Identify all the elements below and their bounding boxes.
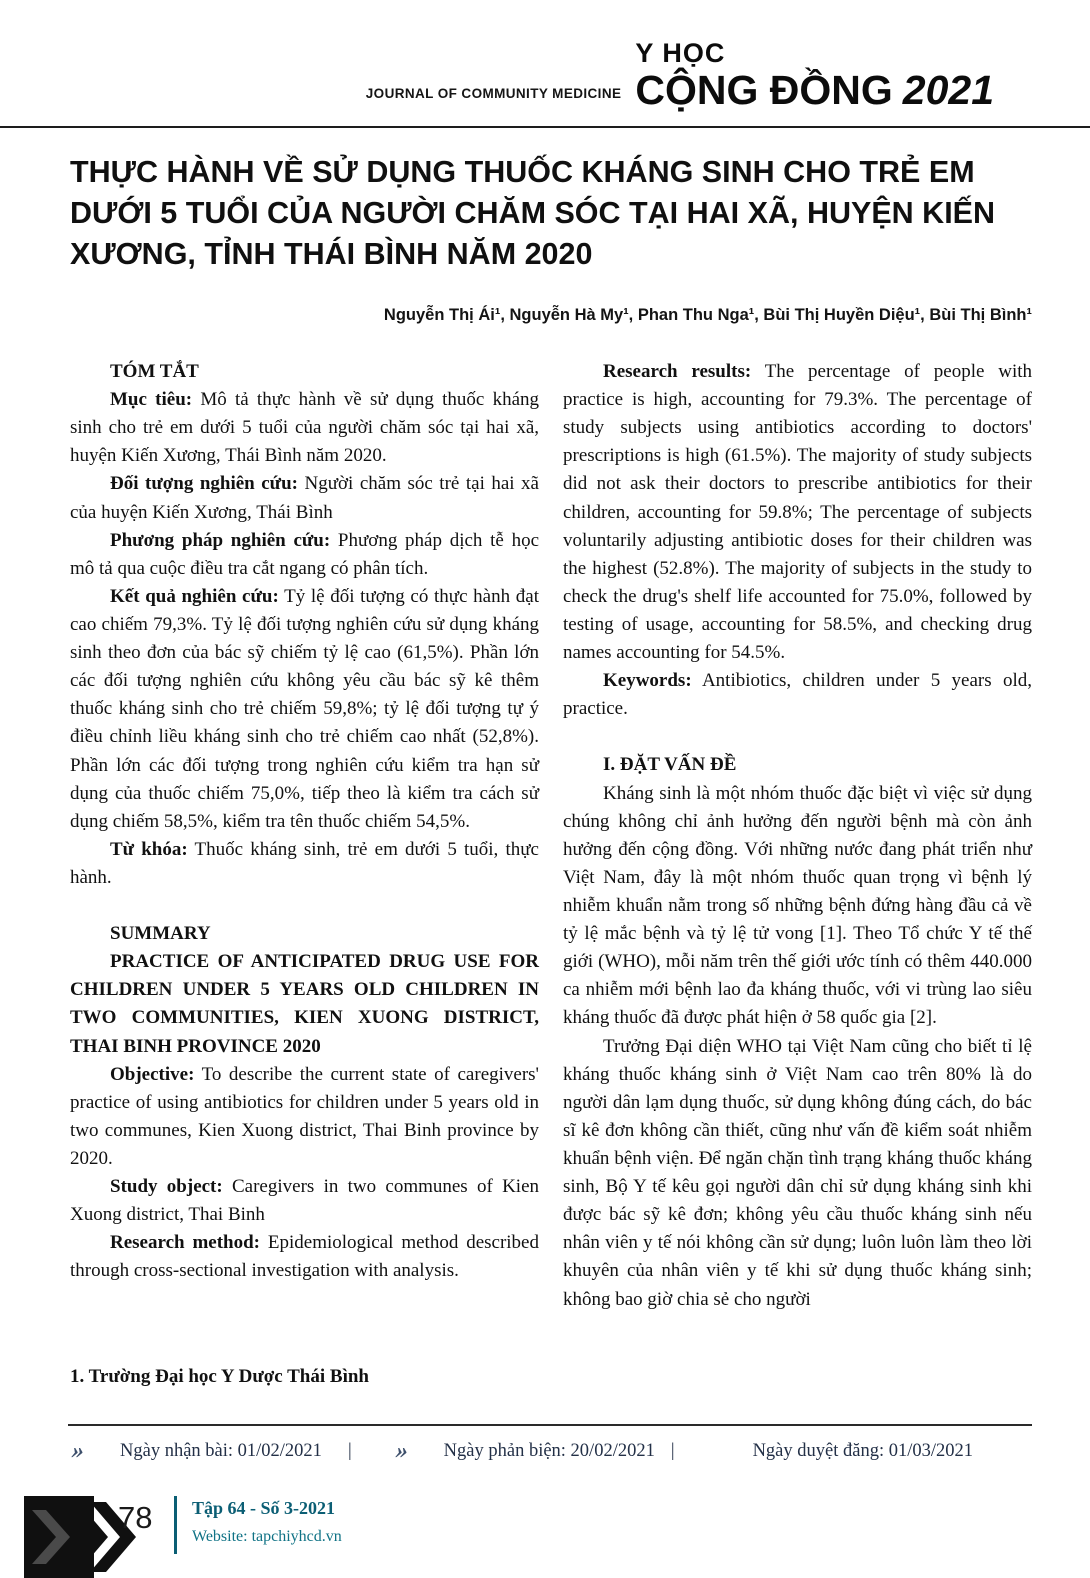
paragraph-label: Mục tiêu: — [110, 389, 193, 411]
date-approved: Ngày duyệt đăng: 01/03/2021 — [752, 1441, 973, 1461]
masthead — [366, 40, 994, 111]
abstract-paragraph-objective — [70, 386, 539, 470]
abstract-paragraph-results — [70, 583, 539, 836]
logo-year: 2021 — [902, 67, 994, 113]
abstract-paragraph-keywords — [70, 836, 539, 892]
page-number: 78 — [118, 1500, 153, 1535]
summary-paragraph-method — [70, 1229, 539, 1285]
paragraph-label: Study object: — [110, 1176, 223, 1198]
date-separator: | — [347, 1441, 352, 1461]
journal-logo — [635, 40, 994, 111]
paragraph-label: Kết quả nghiên cứu: — [110, 585, 279, 607]
paragraph-label: Objective: — [110, 1063, 195, 1085]
dates-row — [72, 1438, 1030, 1465]
summary-paragraph-results — [563, 358, 1032, 667]
date-received: Ngày nhận bài: 01/02/2021 — [120, 1441, 322, 1461]
date-separator: | — [670, 1441, 675, 1461]
summary-heading: SUMMARY — [110, 923, 211, 945]
logo-line-main: CỘNG ĐỒNG — [635, 67, 893, 113]
abstract-paragraph-method — [70, 527, 539, 583]
logo-line-top: Y HỌC — [635, 38, 726, 68]
introduction-paragraph: Trưởng Đại diện WHO tại Việt Nam cũng cho biết tỉ lệ kháng thuốc kháng sinh ở Việt Nam cao trên 80% là do người dân lạm dụng thuốc, sử dụng không đúng cách, do bác sĩ kê đơn không cần thiết, cũng như vấn đề kiểm soát nhiễm khuẩn bệnh viện. Để ngăn chặn tình trạng kháng thuốc kháng sinh, Bộ Y tế kêu gọi người dân chỉ sử dụng kháng sinh khi được bác sỹ kê đơn; không yêu cầu thuốc kháng sinh nếu nhân viên y tế nói không cần sử dụng; luôn luôn làm theo lời khuyên của nhân viên y tế khi sử dụng thuốc kháng sinh; không bao giờ chia sẻ cho người — [563, 1035, 1032, 1310]
paragraph-text: The percentage of people with practice is high, accounting for 79.3%. The percentage of study subjects using antibiotics according to doctors' prescriptions is high (61.5%). The majority of study subjects did not ask their doctors to prescribe antibiotics for their children, accounting for 59.8%; The percentage of subjects voluntarily adjusting antibiotic doses for their children was the highest (52.8%). The majority of subjects in the study to check the drug's shelf life accounted for 75.0%, followed by testing of usage, accounting for 58.5%, and checking drug names accounting for 54.5%. — [563, 361, 1032, 664]
paragraph-text: Thuốc kháng sinh, trẻ em dưới 5 tuổi, thực hành. — [70, 838, 539, 888]
summary-paragraph-objective — [70, 1061, 539, 1173]
abstract-heading: TÓM TẮT — [110, 361, 199, 382]
volume-issue-label: Tập 64 - Số 3-2021 — [192, 1498, 336, 1518]
paragraph-label: Từ khóa: — [110, 838, 188, 860]
introduction-paragraph: Kháng sinh là một nhóm thuốc đặc biệt vì việc sử dụng chúng không chỉ ảnh hưởng đến người bệnh mà còn ảnh hưởng đến cộng đồng. Với những nước đang phát triển như Việt Nam, đây là một nhóm thuốc quan trọng vì bệnh lý nhiễm khuẩn nằm trong số những bệnh đứng hàng đầu cả về tỷ lệ mắc bệnh và tỷ lệ tử vong [1]. Theo Tổ chức Y tế thế giới (WHO), mỗi năm trên thế giới ước tính có thêm 440.000 ca nhiễm mới bệnh lao đa kháng thuốc, với vi trùng lao siêu kháng thuốc đã được phát hiện ở 58 quốc gia [2]. — [563, 782, 1032, 1029]
paragraph-text: Mô tả thực hành về sử dụng thuốc kháng sinh cho trẻ em dưới 5 tuổi của người chăm sóc tại hai xã, huyện Kiến Xương, Thái Bình năm 2020. — [70, 389, 540, 467]
abstract-paragraph-subjects — [70, 470, 539, 526]
paragraph-text: Tỷ lệ đối tượng có thực hành đạt cao chiếm 79,3%. Tỷ lệ đối tượng nghiên cứu sử dụng kháng sinh theo đơn của bác sỹ chiếm tỷ lệ cao (61,5%). Phần lớn các đối tượng nghiên cứu không yêu cầu bác sỹ kê thêm thuốc kháng sinh cho trẻ chiếm 59,8%; tỷ lệ đối tượng tự ý điều chỉnh liều kháng sinh cho trẻ chiếm cao nhất (52,8%). Phần lớn các đối tượng trong nghiên cứu kiểm tra hạn sử dụng của thuốc chiếm 75,0%, tiếp theo là kiểm tra cách sử dụng chiếm 58,5%, kiểm tra tên thuốc chiếm 54,5%. — [70, 585, 539, 832]
article-title: THỰC HÀNH VỀ SỬ DỤNG THUỐC KHÁNG SINH CHO TRẺ EM DƯỚI 5 TUỔI CỦA NGƯỜI CHĂM SÓC TẠI HAI XÃ, HUYỆN KIẾN XƯƠNG, TỈNH THÁI BÌNH NĂM 2020 — [70, 155, 996, 271]
paragraph-text: Caregivers in two communes of Kien Xuong district, Thai Binh — [70, 1176, 540, 1226]
paragraph-label: Phương pháp nghiên cứu: — [110, 529, 331, 551]
paragraph-text: Epidemiological method described through cross-sectional investigation with analysis. — [70, 1232, 539, 1282]
summary-paragraph-study-object — [70, 1173, 539, 1229]
paragraph-label: Research method: — [110, 1232, 260, 1254]
authors-line: Nguyễn Thị Ái¹, Nguyễn Hà My¹, Phan Thu Nga¹, Bùi Thị Huyền Diệu¹, Bùi Thị Bình¹ — [383, 306, 1032, 324]
paragraph-text: To describe the current state of caregivers' practice of using antibiotics for children under 5 years old in two communes, Kien Xuong district, Thai Binh province by 2020. — [70, 1063, 539, 1169]
journal-name-english: JOURNAL OF COMMUNITY MEDICINE — [365, 86, 622, 101]
affiliation-footnote: 1. Trường Đại học Y Dược Thái Bình — [70, 1366, 369, 1387]
article-body — [70, 358, 1032, 1314]
paragraph-text: Người chăm sóc trẻ tại hai xã của huyện Kiến Xương, Thái Bình — [70, 473, 539, 523]
double-chevron-icon: » — [70, 1438, 84, 1464]
header-divider — [0, 126, 1090, 128]
paragraph-label: Research results: — [603, 361, 752, 382]
summary-title-paragraph: PRACTICE OF ANTICIPATED DRUG USE FOR CHILDREN UNDER 5 YEARS OLD CHILDREN IN TWO COMMUNITIES, KIEN XUONG DISTRICT, THAI BINH PROVINCE 2020 — [70, 951, 539, 1057]
right-column — [563, 358, 1032, 1314]
date-reviewed: Ngày phản biện: 20/02/2021 — [443, 1441, 655, 1461]
paragraph-label: Đối tượng nghiên cứu: — [110, 473, 298, 495]
double-chevron-icon: » — [393, 1438, 408, 1464]
volume-divider — [174, 1496, 177, 1554]
introduction-heading: I. ĐẶT VẤN ĐỀ — [603, 754, 737, 776]
paragraph-text: Phương pháp dịch tễ học mô tả qua cuộc điều tra cắt ngang có phân tích. — [70, 529, 540, 579]
footer-divider — [68, 1424, 1032, 1426]
journal-website: Website: tapchiyhcd.vn — [192, 1528, 342, 1545]
summary-paragraph-keywords — [563, 667, 1032, 723]
left-column — [70, 358, 539, 1314]
paragraph-label: Keywords: — [603, 670, 692, 692]
paragraph-text: Antibiotics, children under 5 years old, practice. — [563, 670, 1032, 720]
logo-line-main-row — [635, 67, 994, 113]
